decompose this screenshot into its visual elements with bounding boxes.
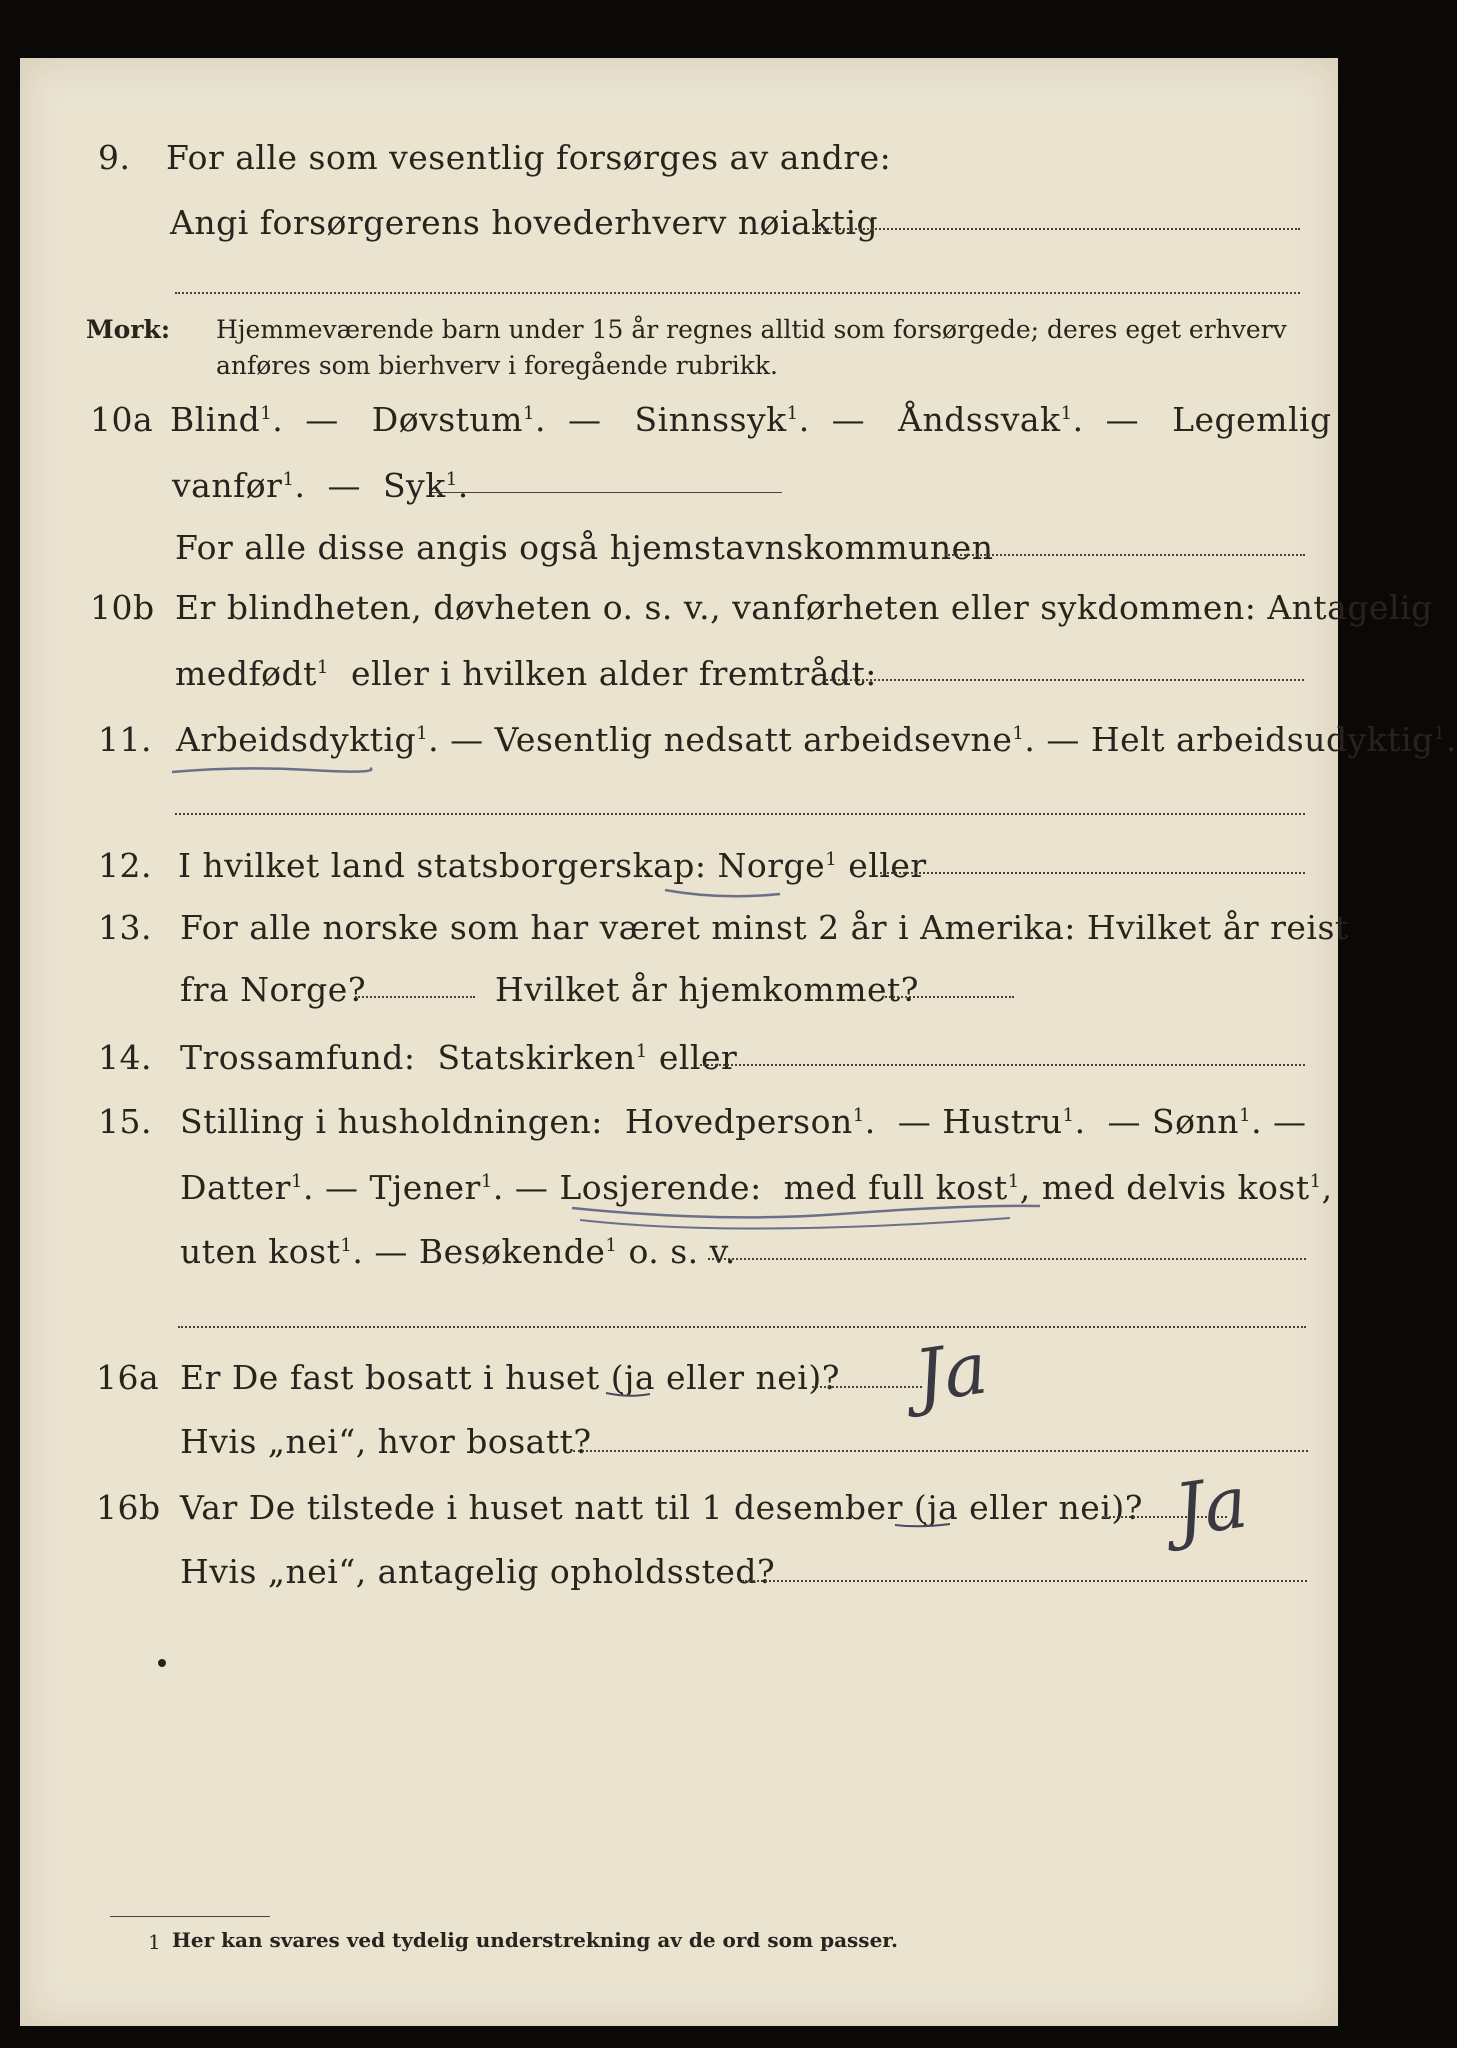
question-text: Er blindheten, døvheten o. s. v., vanførheten eller sykdommen: Antagelig xyxy=(175,588,1433,627)
option-legemlig: Legemlig xyxy=(1172,400,1332,439)
question-number: 11. xyxy=(98,720,152,759)
question-number: 16a xyxy=(96,1358,160,1397)
underline-arbeidsdyktig xyxy=(172,768,371,772)
note-text: Hjemmeværende barn under 15 år regnes alltid som forsørgede; deres eget erhverv xyxy=(216,315,1287,344)
option-vesentlig-nedsatt: Vesentlig nedsatt arbeidsevne xyxy=(494,720,1013,759)
question-text: For alle som vesentlig forsørges av andre: xyxy=(166,138,892,177)
note-label: Mork: xyxy=(86,315,171,344)
option-sinnssyk: Sinnssyk xyxy=(634,400,787,439)
question-text: I hvilket land statsborgerskap: xyxy=(178,846,707,885)
question-number: 12. xyxy=(98,846,152,885)
question-text: Angi forsørgerens hovederhverv nøiaktig xyxy=(170,203,879,242)
question-number: 9. xyxy=(98,138,131,177)
option-tjener: Tjener xyxy=(369,1168,481,1207)
question-text: Var De tilstede i huset natt til 1 desember (ja eller nei)? xyxy=(180,1488,1143,1527)
footnote-rule xyxy=(110,1916,270,1917)
question-number: 10a xyxy=(90,400,154,439)
question-text: Hvis „nei“, hvor bosatt? xyxy=(180,1422,592,1461)
question-number: 10b xyxy=(90,588,155,627)
handwritten-marks xyxy=(20,58,1338,2026)
footnote-mark: 1 xyxy=(148,1930,161,1954)
option-medfodt: medfødt xyxy=(175,654,317,693)
handwritten-answer-16b: Ja xyxy=(1169,1459,1253,1553)
option-blind: Blind xyxy=(170,400,261,439)
option-dovstum: Døvstum xyxy=(371,400,523,439)
option-hustru: Hustru xyxy=(942,1102,1063,1141)
note-text: anføres som bierhverv i foregående rubrikk. xyxy=(216,351,778,380)
option-delvis-kost: med delvis kost xyxy=(1041,1168,1310,1207)
option-arbeidsdyktig: Arbeidsdyktig xyxy=(176,720,417,759)
option-andssvak: Åndssvak xyxy=(898,400,1061,439)
option-norge: Norge xyxy=(717,846,826,885)
question-text: Hvis „nei“, antagelig opholdssted? xyxy=(180,1552,776,1591)
handwritten-answer-16a: Ja xyxy=(909,1325,993,1419)
option-vanfor: vanfør xyxy=(172,466,283,505)
option-full-kost: med full kost xyxy=(783,1168,1008,1207)
option-statskirken: Statskirken xyxy=(437,1038,636,1077)
question-number: 15. xyxy=(98,1102,152,1141)
option-uten-kost: uten kost xyxy=(180,1232,341,1271)
option-helt-arbeidsudyktig: Helt arbeidsudyktig xyxy=(1090,720,1434,759)
underline-norge xyxy=(665,890,780,896)
option-sonn: Sønn xyxy=(1152,1102,1240,1141)
option-syk: Syk xyxy=(382,466,446,505)
underline-ja xyxy=(606,1393,650,1396)
option-hovedperson: Hovedperson xyxy=(624,1102,853,1141)
underline-losjerende xyxy=(572,1206,1040,1217)
question-number: 16b xyxy=(96,1488,161,1527)
ink-dot xyxy=(158,1659,166,1667)
question-number: 14. xyxy=(98,1038,152,1077)
option-losjerende: Losjerende: xyxy=(559,1168,762,1207)
census-form-page: 9. For alle som vesentlig forsørges av andre: Angi forsørgerens hovederhverv nøiaktig Mork: Hjemmeværende barn under 15 år regnes alltid som forsørgede; deres eget erhverv anføres som bierhverv i foregående rubrikk. 10a Blind$^1$. — Døvstum$^1$. — Sinnssyk$^1$. — Åndssvak$^1$. — Legemlig vanfør$^1$. — Syk$^1$. For alle disse angis også hjemstavnskommunen 10b Er blindheten, døvheten o. s. v., vanførheten eller sykdommen: Antagelig medfødt$^1$ eller i hvilken alder fremtrådt: 11. Arbeidsdyktig$^1$. — Vesentlig nedsatt arbeidsevne$^1$. — Helt arbeidsudyktig$^1$. 12. I hvilket land statsborgerskap: Norge$^1$ eller 13. For alle norske som har været minst 2 år i Amerika: Hvilket år reist fra Norge? Hvilket år hjemkommet? 14. Trossamfund: Statskirken$^1$ eller 15. Stilling i husholdningen: Hovedperson$^1$. — Hustru$^1$. — Sønn$^1$. — Datter$^1$. — Tjener$^1$. — Losjerende: med full kost$^1$, med delvis kost$^1$, uten kost$^1$. — Besøkende$^1$ o. s. v. 16a Er De fast bosatt i huset (ja eller nei)? Hvis „nei“, hvor bosatt? 16b Var De tilstede i huset natt til 1 desember (ja eller nei)? Hvis „nei“, antagelig opholdssted? Ja Ja 1 Her kan svares ved tydelig understrekning av de ord som passer. xyxy=(20,58,1338,2026)
question-text: For alle disse angis også hjemstavnskommunen xyxy=(175,528,994,567)
question-text: For alle norske som har været minst 2 år i Amerika: Hvilket år reist xyxy=(180,908,1349,947)
option-besokende: Besøkende xyxy=(418,1232,606,1271)
option-datter: Datter xyxy=(180,1168,291,1207)
question-text: Er De fast bosatt i huset (ja eller nei)? xyxy=(180,1358,840,1397)
question-number: 13. xyxy=(98,908,152,947)
underline-ja xyxy=(895,1524,950,1526)
underline-full-kost xyxy=(580,1218,1010,1229)
footnote-text: Her kan svares ved tydelig understrekning av de ord som passer. xyxy=(172,1928,898,1952)
